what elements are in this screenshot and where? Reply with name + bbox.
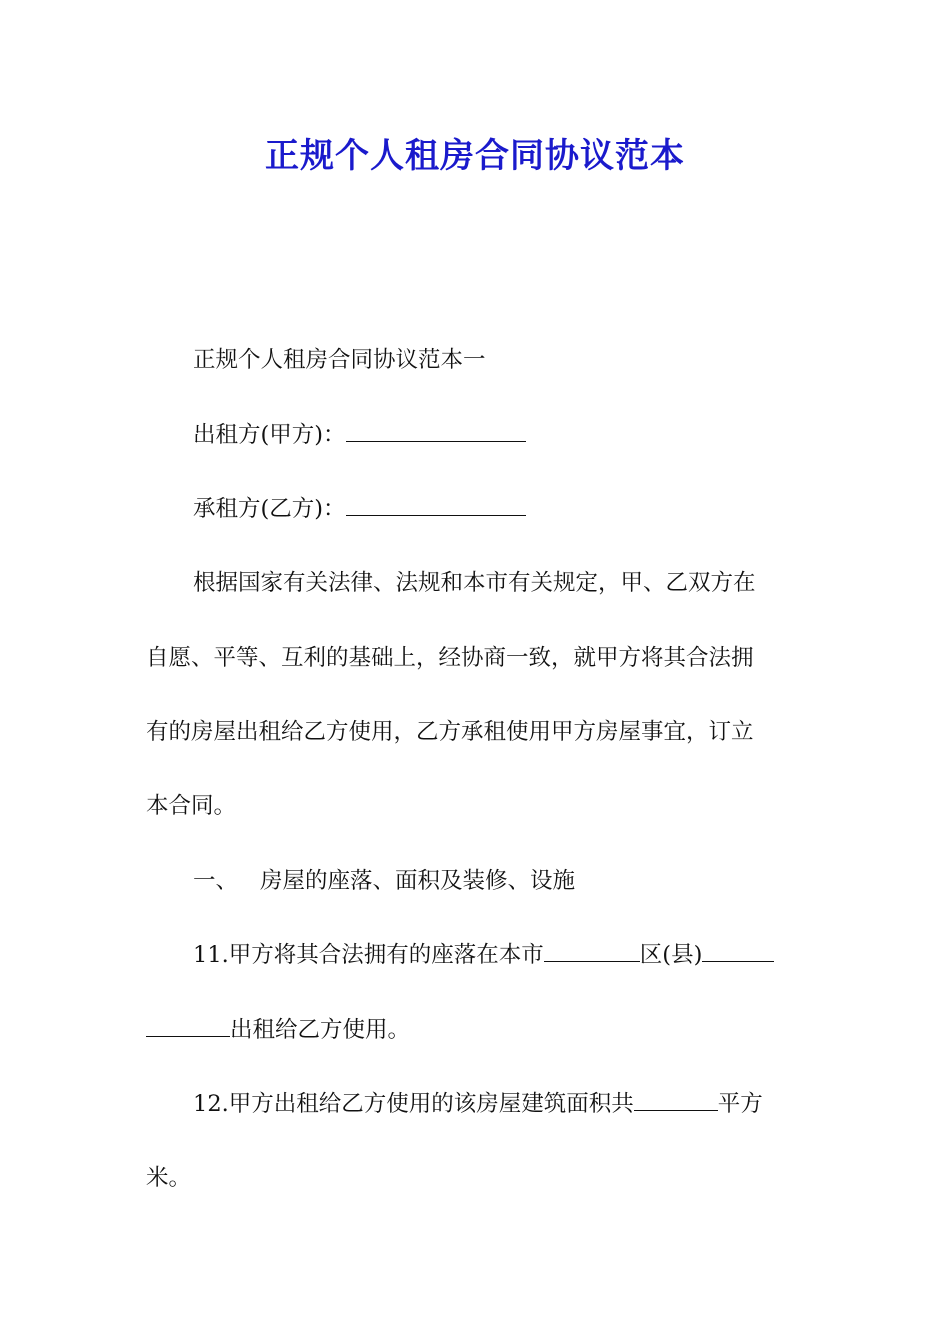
area-blank — [634, 1090, 718, 1111]
paragraph-line: 有的房屋出租给乙方使用，乙方承租使用甲方房屋事宜，订立 — [146, 719, 754, 745]
paragraph-line: 本合同。 — [146, 793, 237, 819]
item-11-text-end: 出租给乙方使用。 — [230, 1017, 411, 1043]
lessor-line — [193, 420, 526, 450]
lessor-blank — [346, 421, 526, 442]
address-blank — [702, 941, 774, 962]
district-label: 区(县) — [639, 942, 703, 968]
item-11-line2 — [146, 1015, 410, 1045]
item-11-line1 — [193, 940, 774, 970]
document-title: 正规个人租房合同协议范本 — [265, 136, 685, 176]
lessee-line — [193, 494, 526, 524]
clause-heading — [193, 866, 575, 896]
item-12-line2: 米。 — [146, 1165, 192, 1191]
lessee-blank — [346, 495, 526, 516]
lessee-label: 承租方(乙方)： — [193, 496, 346, 522]
lessor-label: 出租方(甲方)： — [193, 422, 346, 448]
area-unit: 平方 — [717, 1091, 763, 1117]
paragraph-line: 根据国家有关法律、法规和本市有关规定，甲、乙双方在 — [193, 570, 756, 596]
clause-text: 房屋的座落、面积及装修、设施 — [260, 868, 576, 894]
item-11-text: 11.甲方将其合法拥有的座落在本市 — [193, 942, 544, 968]
clause-number: 一、 — [193, 868, 239, 894]
section-heading: 正规个人租房合同协议范本一 — [193, 347, 486, 373]
district-blank — [544, 941, 640, 962]
item-12-text: 12.甲方出租给乙方使用的该房屋建筑面积共 — [193, 1091, 634, 1117]
item-12-line1 — [193, 1089, 763, 1119]
paragraph-line: 自愿、平等、互利的基础上，经协商一致，就甲方将其合法拥 — [146, 645, 754, 671]
address-blank-continued — [146, 1016, 230, 1037]
